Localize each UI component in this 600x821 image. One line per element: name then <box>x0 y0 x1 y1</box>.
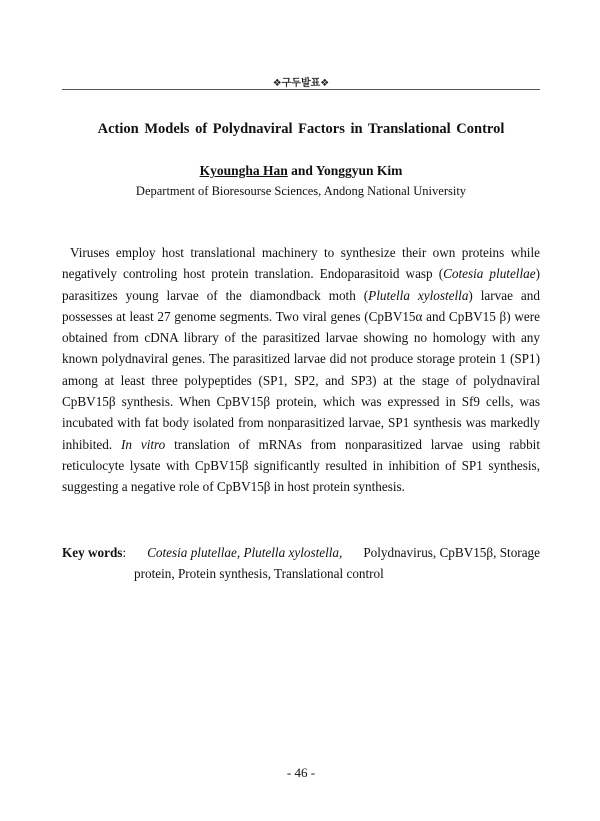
species-wasp: Cotesia plutellae <box>443 266 536 282</box>
keywords-line-1 <box>62 542 540 563</box>
affiliation: Department of Bioresourse Sciences, Andong National University <box>135 184 467 198</box>
keywords <box>62 542 540 584</box>
keywords-species: Cotesia plutellae, Plutella xylostella, <box>147 545 343 560</box>
species-moth: Plutella xylostella <box>368 287 469 303</box>
header-divider <box>62 89 540 90</box>
section-header: ❖구두발표❖ <box>272 78 330 89</box>
keywords-label: Key words <box>62 545 123 560</box>
page-number: - 46 - <box>286 765 316 780</box>
paper-title: Action Models of Polydnaviral Factors in Translational Control <box>97 121 505 137</box>
keywords-rest: Polydnavirus, CpBV15β, Storage <box>363 545 540 560</box>
abstract-text-4: translation of mRNAs from nonparasitized larvae using rabbit reticulocyte lysate with CpBV15β significantly resulted in inhibition of SP1 synthesis, suggesting a negative role of CpBV15β in host protein synthesis. <box>62 436 540 495</box>
author-line <box>62 163 540 179</box>
abstract <box>62 242 540 498</box>
other-authors: and Yonggyun Kim <box>291 163 403 178</box>
abstract-text-1: Viruses employ host translational machinery to synthesize their own proteins while negatively controling host protein translation. Endoparasitoid wasp ( <box>62 245 540 282</box>
abstract-text-3: ) larvae and possesses at least 27 genome segments. Two viral genes (CpBV15α and CpBV15 β) were obtained from cDNA library of the parasitized larvae showing no homology with any known polydnaviral genes. The parasitized larvae did not produce storage protein 1 (SP1) among at least three polypeptides (SP1, SP2, and SP3) at the stage of polydnaviral CpBV15β synthesis. When CpBV15β protein, which was expressed in Sf9 cells, was incubated with fat body isolated from nonparasitized larvae, SP1 synthesis was markedly inhibited. <box>62 287 540 452</box>
in-vitro-term: In vitro <box>121 436 166 452</box>
abstract-text-2: ) parasitizes young larvae of the diamondback moth ( <box>62 266 540 303</box>
keywords-line-2: protein, Protein synthesis, Translational control <box>134 566 384 581</box>
keywords-colon: : <box>122 545 127 560</box>
first-author: Kyoungha Han <box>199 163 288 178</box>
abstract-paragraph <box>62 242 540 498</box>
